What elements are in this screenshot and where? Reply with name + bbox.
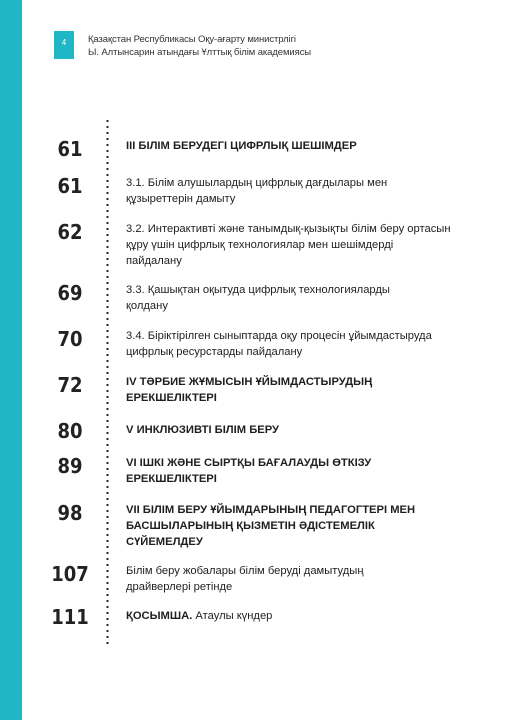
- toc-page-number: 111: [51, 605, 89, 629]
- toc-page-number: 69: [57, 281, 83, 305]
- toc-title: 3.1. Білім алушылардың цифрлық дағдылары мен құзыреттерін дамыту: [126, 177, 388, 205]
- toc-title-bold: ҚОСЫМША.: [126, 610, 193, 622]
- toc-title: III БІЛІМ БЕРУДЕГІ ЦИФРЛЫҚ ШЕШІМДЕР: [126, 140, 357, 152]
- page-header: [88, 33, 311, 59]
- toc-title: Білім беру жобалары білім беруді дамытудың драйверлері ретінде: [126, 565, 364, 593]
- page-number: 4: [61, 38, 67, 47]
- toc-page-number: 61: [57, 174, 83, 198]
- toc-title: IV ТӘРБИЕ ЖҰМЫСЫН ҰЙЫМДАСТЫРУДЫҢ ЕРЕКШЕЛІКТЕРІ: [126, 376, 373, 404]
- toc-title: V ИНКЛЮЗИВТІ БІЛІМ БЕРУ: [126, 424, 279, 436]
- toc-page-number: 107: [51, 562, 89, 586]
- toc-title: VI ІШКІ ЖӘНЕ СЫРТҚЫ БАҒАЛАУДЫ ӨТКІЗУ ЕРЕКШЕЛІКТЕРІ: [126, 457, 372, 485]
- toc-page-number: 80: [57, 419, 83, 443]
- dotted-divider: [106, 118, 109, 648]
- toc-title: VII БІЛІМ БЕРУ ҰЙЫМДАРЫНЫҢ ПЕДАГОГТЕРІ МЕН БАСШЫЛАРЫНЫҢ ҚЫЗМЕТІН ӘДІСТЕМЕЛІК СҮЙЕМЕЛДЕУ: [126, 504, 416, 548]
- toc-page-number: 89: [57, 454, 83, 478]
- toc-page-number: 72: [57, 373, 83, 397]
- header-ministry: Қазақстан Республикасы Оқу-ағарту министрлігі: [88, 34, 296, 45]
- toc-page-number: 61: [57, 137, 83, 161]
- toc-title: 3.4. Біріктірілген сыныптарда оқу процесін ұйымдастыруда цифрлық ресурстарды пайдалану: [126, 330, 432, 358]
- toc-title: [126, 608, 456, 624]
- toc-title-rest: Атаулы күндер: [192, 610, 273, 622]
- toc-page-number: 98: [57, 501, 83, 525]
- toc-title: 3.3. Қашықтан оқытуда цифрлық технологияларды қолдану: [126, 284, 390, 312]
- toc-title: 3.2. Интерактивті және танымдық-қызықты білім беру ортасын құру үшін цифрлық технологиялар мен шешімдерді пайдалану: [126, 223, 451, 267]
- toc-page-number: 62: [57, 220, 83, 244]
- header-academy: Ы. Алтынсарин атындағы Ұлттық білім академиясы: [88, 47, 312, 58]
- toc-page-number: 70: [57, 327, 83, 351]
- side-accent-bar: [0, 0, 22, 720]
